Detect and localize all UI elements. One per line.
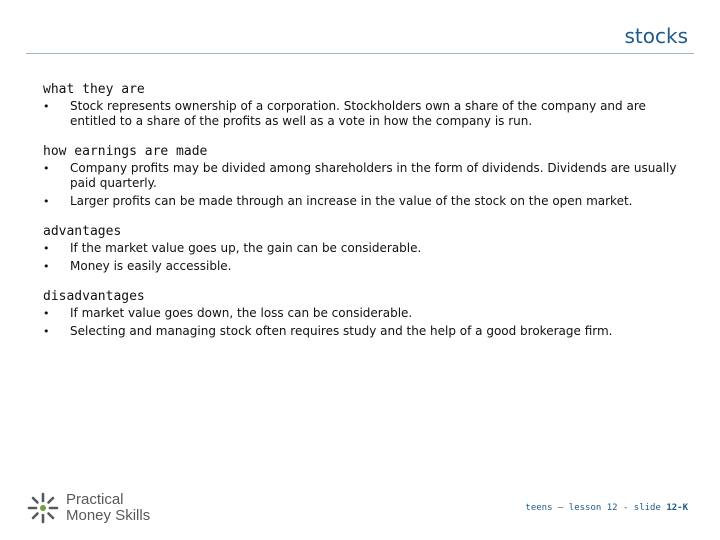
section-heading: what they are [43, 82, 145, 97]
bullet-item: • Selecting and managing stock often requires study and the help of a good brokerage firm. [43, 324, 683, 339]
section-advantages [43, 224, 683, 274]
slide-footer [525, 503, 688, 513]
bullet-list [43, 99, 683, 129]
footer-text: teens – lesson 12 - slide [525, 503, 667, 513]
slide-title: stocks [624, 24, 688, 48]
title-divider [26, 53, 694, 54]
bullet-item: • Money is easily accessible. [43, 259, 683, 274]
bullet-list [43, 241, 683, 274]
slide-content [43, 82, 683, 354]
sparkle-logo-icon [26, 491, 60, 525]
logo-line-1: Practical [66, 491, 124, 508]
slide-number: 12-K [666, 503, 688, 513]
section-heading: disadvantages [43, 289, 145, 304]
bullet-item: • Company profits may be divided among shareholders in the form of dividends. Dividends are usually paid quarterly. [43, 161, 683, 191]
bullet-item: • Larger profits can be made through an increase in the value of the stock on the open market. [43, 194, 683, 209]
bullet-item: • Stock represents ownership of a corporation. Stockholders own a share of the company and are entitled to a share of the profits as well as a vote in how the company is run. [43, 99, 683, 129]
section-what-they-are [43, 82, 683, 129]
section-heading: how earnings are made [43, 144, 208, 159]
bullet-item: • If market value goes down, the loss can be considerable. [43, 306, 683, 321]
bullet-list [43, 306, 683, 339]
section-how-earnings [43, 144, 683, 209]
section-disadvantages [43, 289, 683, 339]
section-heading: advantages [43, 224, 122, 239]
logo-line-2: Money Skills [66, 507, 151, 524]
bullet-item: • If the market value goes up, the gain can be considerable. [43, 241, 683, 256]
bullet-list [43, 161, 683, 209]
logo-wordmark [66, 492, 150, 524]
practical-money-skills-logo [26, 488, 150, 528]
